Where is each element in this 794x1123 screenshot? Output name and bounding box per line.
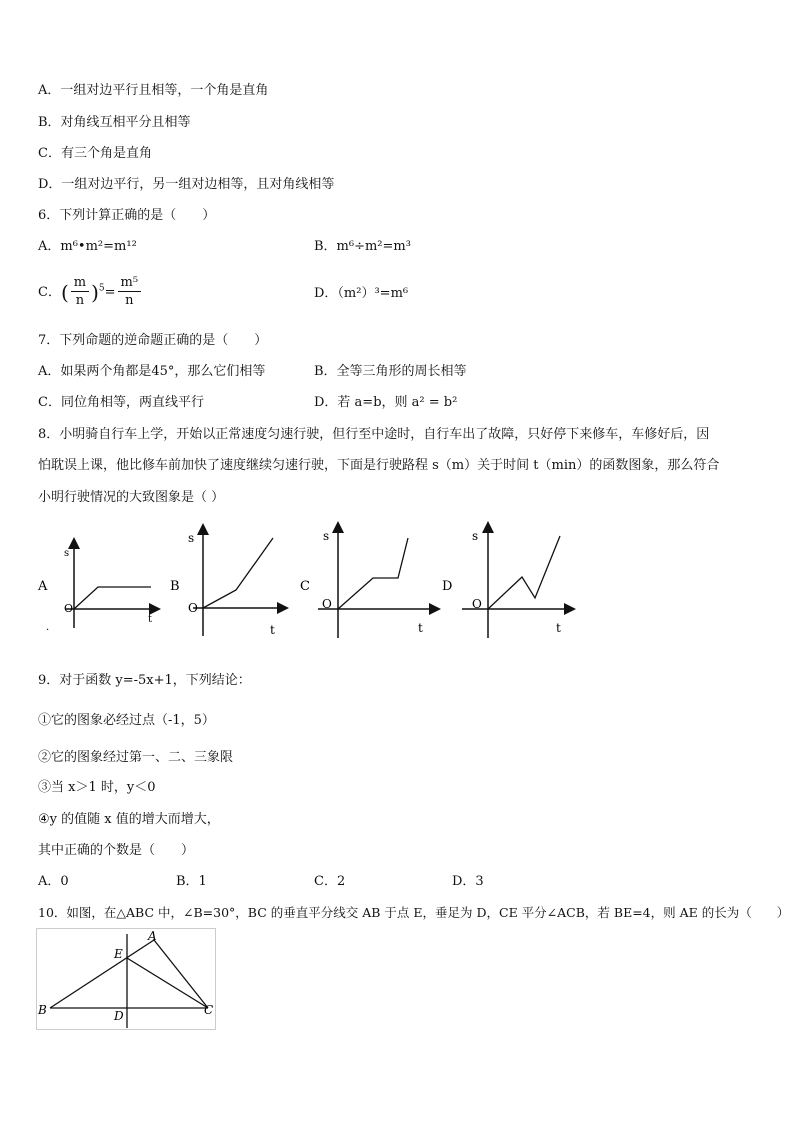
graph-letter: A: [38, 579, 48, 594]
label-e: E: [114, 947, 123, 961]
q8-stem-line3: 小明行驶情况的大致图象是（ ）: [38, 490, 225, 505]
graph-d: [440, 518, 580, 638]
s-label: s: [64, 548, 70, 559]
label-b: B: [38, 1003, 47, 1017]
origin-label: O: [188, 601, 198, 615]
q9-ask: 其中正确的个数是（ ）: [38, 843, 195, 858]
q6-option-b: B．m⁶÷m²=m³: [314, 239, 411, 254]
q7-option-a: A．如果两个角都是45°，那么它们相等: [38, 364, 266, 379]
q5-option-a: A．一组对边平行且相等，一个角是直角: [38, 83, 269, 98]
q7-option-d: D．若 a=b，则 a² = b²: [314, 395, 458, 410]
label-a: A: [148, 929, 157, 943]
q8-stem-line1: 8．小明骑自行车上学，开始以正常速度匀速行驶，但行至中途时，自行车出了故障，只好停下来修车，车修好后，因: [38, 427, 710, 442]
q6-stem: 6．下列计算正确的是（ ）: [38, 208, 216, 223]
graph-line: [488, 536, 560, 609]
q9-option-b: B．1: [176, 874, 207, 889]
graph-letter: C: [300, 579, 310, 594]
q10-figure: [36, 928, 216, 1034]
result-denominator: n: [125, 293, 134, 308]
equals-sign: =: [104, 285, 116, 300]
label-c: C: [204, 1003, 214, 1017]
q9-option-d: D．3: [452, 874, 484, 889]
graph-line: [338, 538, 408, 609]
graph-line: [74, 587, 151, 609]
exponent: 5: [98, 283, 105, 294]
s-label: s: [323, 529, 330, 543]
q5-option-b: B．对角线互相平分且相等: [38, 115, 191, 130]
q10-stem: 10．如图，在△ABC 中，∠B=30°，BC 的垂直平分线交 AB 于点 E，垂足为 D，CE 平分∠ACB，若 BE=4，则 AE 的长为（ ）: [38, 905, 790, 920]
fraction-denominator: n: [75, 293, 85, 308]
q8-stem-line2: 怕耽误上课，他比修车前加快了速度继续匀速行驶，下面是行驶路程 s（m）关于时间 t（min）的函数图象，那么符合: [38, 458, 720, 473]
q9-statement-2: ②它的图象经过第一、二、三象限: [38, 750, 234, 765]
dot-mark: .: [46, 622, 50, 633]
graph-letter: D: [442, 579, 453, 594]
graph-b: [168, 518, 298, 638]
segment-ac: [154, 940, 208, 1008]
fraction-result: [118, 275, 142, 310]
q6-c-prefix: C．: [38, 285, 61, 300]
label-d: D: [114, 1009, 124, 1023]
graph-letter: B: [170, 579, 180, 594]
q9-statement-3: ③当 x＞1 时，y＜0: [38, 780, 156, 795]
origin-label: O: [322, 597, 332, 611]
s-label: s: [472, 529, 479, 543]
q9-option-c: C．2: [314, 874, 346, 889]
q9-stem: 9．对于函数 y=-5x+1，下列结论：: [38, 673, 251, 688]
q9-statement-1: ①它的图象必经过点（-1，5）: [38, 713, 215, 728]
segment-ec: [127, 958, 208, 1008]
segment-ba: [50, 940, 154, 1008]
origin-label: O: [472, 597, 482, 611]
fraction-numerator: m: [71, 275, 89, 292]
q7-option-b: B．全等三角形的周长相等: [314, 364, 467, 379]
q6-option-d: D．（m²）³=m⁶: [314, 286, 409, 301]
t-label: t: [270, 623, 275, 637]
q7-option-c: C．同位角相等，两直线平行: [38, 395, 204, 410]
graph-a: [36, 518, 166, 633]
origin-label: O: [64, 602, 74, 615]
left-paren: (: [60, 280, 69, 305]
q5-option-c: C．有三个角是直角: [38, 146, 152, 161]
result-numerator: m⁵: [118, 275, 142, 292]
q9-statement-4: ④y 的值随 x 值的增大而增大，: [38, 812, 220, 827]
q6-option-a: A．m⁶•m²=m¹²: [38, 239, 137, 254]
graph-c: [298, 518, 443, 638]
s-label: s: [188, 531, 195, 545]
graph-line: [203, 538, 273, 608]
right-paren: ): [91, 280, 99, 305]
figure-border: [37, 929, 216, 1030]
fraction-m-over-n: [71, 275, 89, 310]
t-label: t: [418, 621, 423, 635]
q9-option-a: A．0: [38, 874, 69, 889]
q5-option-d: D．一组对边平行，另一组对边相等，且对角线相等: [38, 177, 335, 192]
t-label: t: [556, 621, 561, 635]
q7-stem: 7．下列命题的逆命题正确的是（ ）: [38, 333, 268, 348]
q6-option-c: [38, 275, 143, 310]
t-label: t: [148, 614, 153, 625]
